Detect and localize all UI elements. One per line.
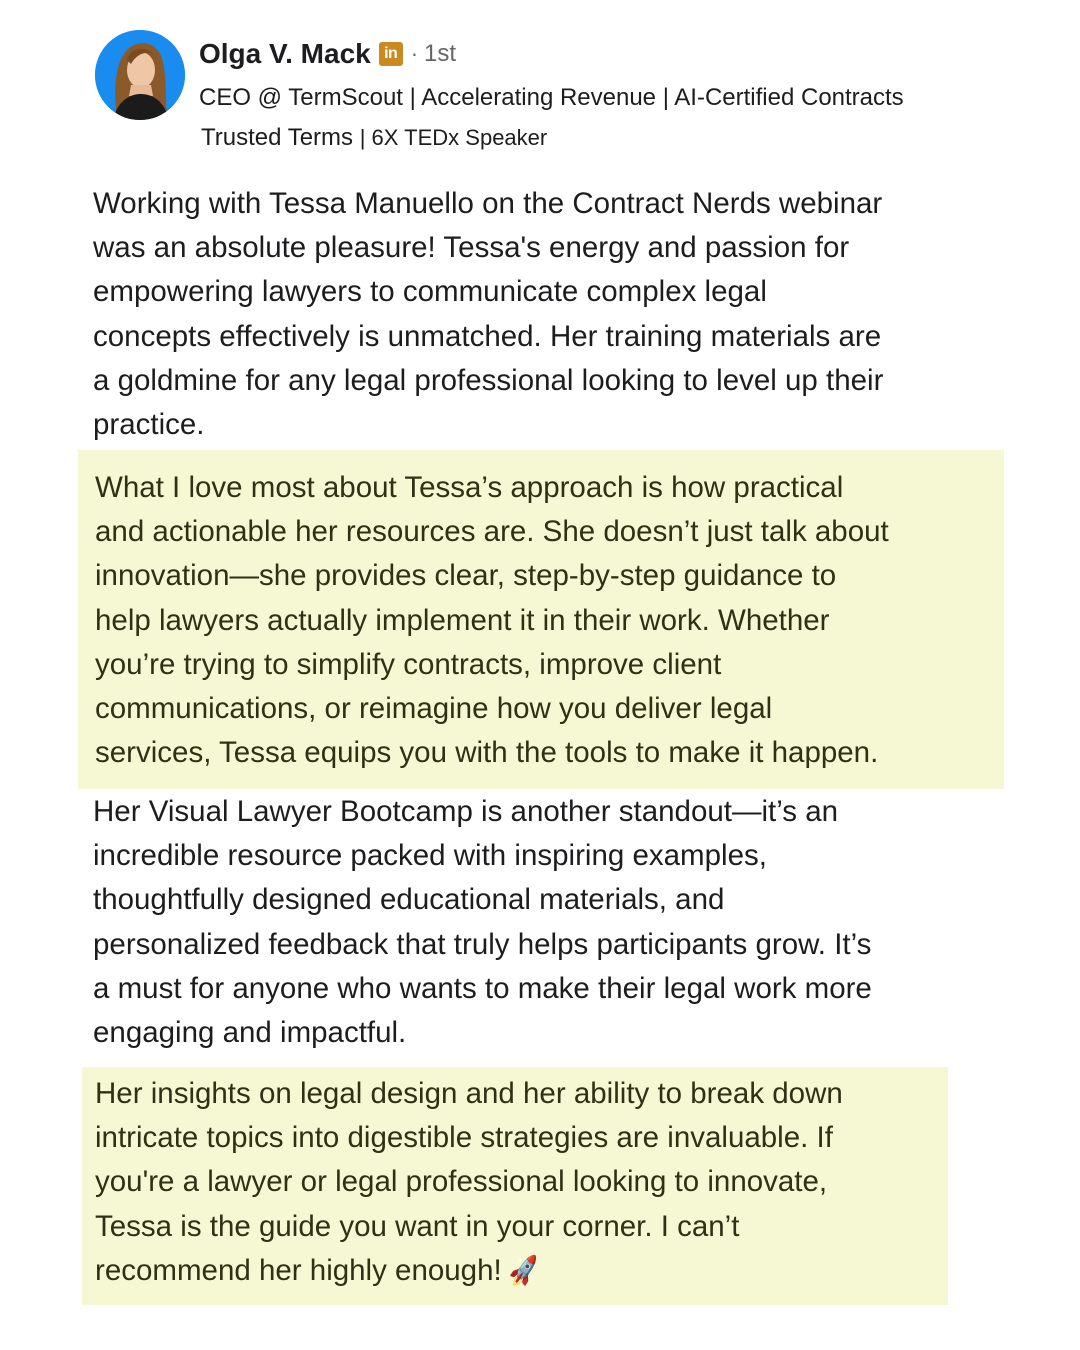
paragraph-line: a goldmine for any legal professional looking to level up their [93,363,884,397]
separator-dot: · [410,41,419,66]
paragraph-line: empowering lawyers to communicate complex legal [93,275,767,309]
post-paragraph-3 [93,790,983,1055]
post-author-header [95,30,1055,160]
paragraph-line: intricate topics into digestible strategies are invaluable. If [95,1121,833,1155]
profile-photo-icon [95,30,185,120]
author-headline [199,78,1059,158]
post-paragraph-1 [93,182,983,447]
post-paragraph-4 [95,1072,935,1294]
paragraph-line: services, Tessa equips you with the tools to make it happen. [95,736,879,770]
paragraph-line: Her Visual Lawyer Bootcamp is another standout—it’s an [93,795,839,828]
paragraph-line-last [95,1249,935,1294]
paragraph-line: What I love most about Tessa’s approach is how practical [95,471,844,504]
highlighted-paragraph-2 [78,450,1004,789]
connection-degree: 1st [424,40,457,67]
paragraph-line: a must for anyone who wants to make their legal work more [93,971,872,1005]
paragraph-line: you're a lawyer or legal professional looking to innovate, [95,1165,828,1199]
headline-trusted-terms: Trusted Terms [201,124,360,151]
headline-line-2 [199,118,1059,158]
paragraph-line: practice. [93,408,205,442]
paragraph-line: and actionable her resources are. She doesn’t just talk about [95,515,889,549]
paragraph-line-text: recommend her highly enough! [95,1253,502,1287]
highlighted-paragraph-4 [82,1067,948,1305]
headline-tedx: | 6X TEDx Speaker [359,125,548,150]
rocket-icon: 🚀 [505,1254,543,1290]
linkedin-icon: in [379,42,403,66]
paragraph-line: concepts effectively is unmatched. Her training materials are [93,319,882,353]
paragraph-line: innovation—she provides clear, step-by-step guidance to [95,559,837,593]
paragraph-line: thoughtfully designed educational materials, and [93,883,725,917]
paragraph-line: personalized feedback that truly helps participants grow. It’s [93,927,872,961]
paragraph-line: incredible resource packed with inspiring examples, [93,839,767,873]
paragraph-line: communications, or reimagine how you deliver legal [95,692,773,726]
avatar[interactable] [95,30,185,120]
author-name[interactable]: Olga V. Mack [199,38,371,69]
headline-line-1: CEO @ TermScout | Accelerating Revenue | AI-Certified Contracts [199,84,904,111]
paragraph-line: help lawyers actually implement it in their work. Whether [95,603,830,637]
paragraph-line: Tessa is the guide you want in your corner. I can’t [95,1209,740,1243]
paragraph-line: Working with Tessa Manuello on the Contract Nerds webinar [93,187,883,220]
paragraph-line: was an absolute pleasure! Tessa's energy and passion for [93,231,850,265]
paragraph-line: engaging and impactful. [93,1016,407,1050]
paragraph-line: you’re trying to simplify contracts, improve client [95,647,722,681]
author-name-line [199,36,456,72]
post-paragraph-2 [95,466,975,775]
paragraph-line: Her insights on legal design and her ability to break down [95,1077,843,1110]
